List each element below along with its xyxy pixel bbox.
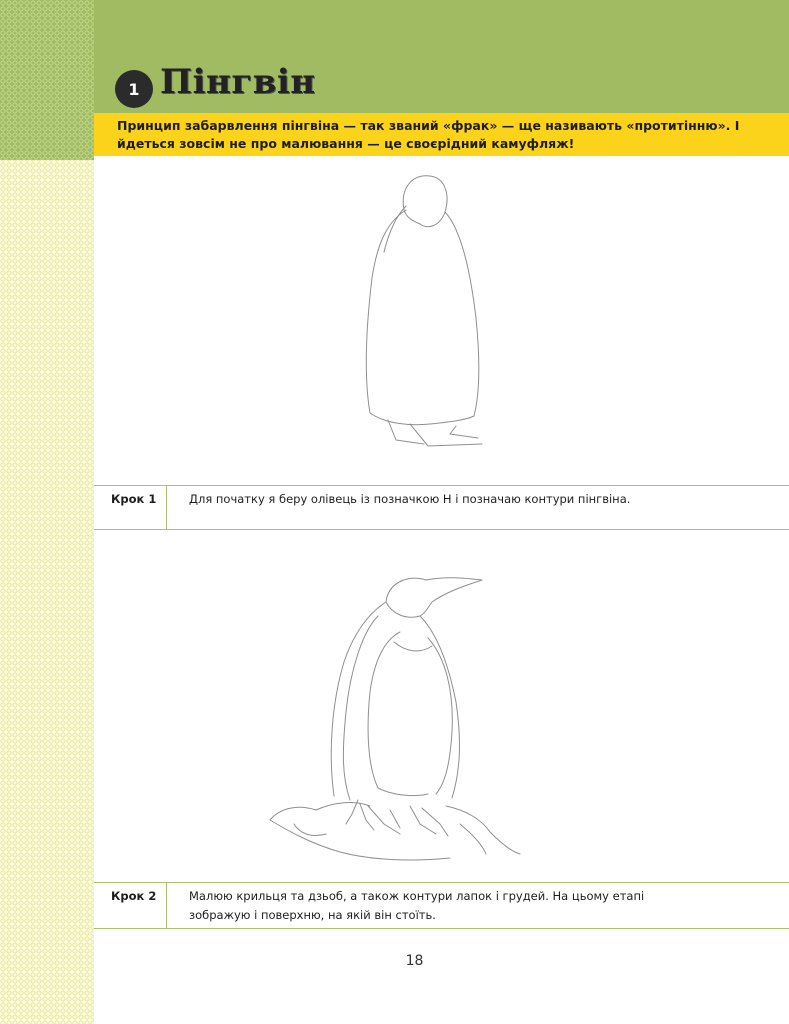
step-2-text: Малюю крильця та дзьоб, а також контури лапок і грудей. На цьому етапі зображую і поверхню, на якій він стоїть. [189,889,645,922]
intro-text: Принцип забарвлення пінгвіна — так званий «фрак» — ще називають «протитінню». І йдеться зовсім не про малювання — це своєрідний камуфляж! [117,118,740,151]
page-title: Пінгвін [160,62,316,102]
step-1-text: Для початку я беру олівець із позначкою H і позначаю контури пінгвіна. [189,492,631,506]
penguin-outline-sketch [300,168,520,458]
step-2-label: Крок 2 [111,889,157,903]
step-2-top-rule [94,882,789,883]
dotted-margin-strip-top [0,0,94,160]
step-1-bottom-rule [94,529,789,530]
step-2-bottom-rule [94,928,789,929]
step-1-top-rule [94,485,789,486]
penguin-detail-sketch [250,562,540,872]
step-2-divider [166,882,167,928]
page-number: 18 [405,953,424,969]
chapter-number-badge: 1 [115,70,153,108]
step-1-divider [166,485,167,529]
step-1-label: Крок 1 [111,492,157,506]
